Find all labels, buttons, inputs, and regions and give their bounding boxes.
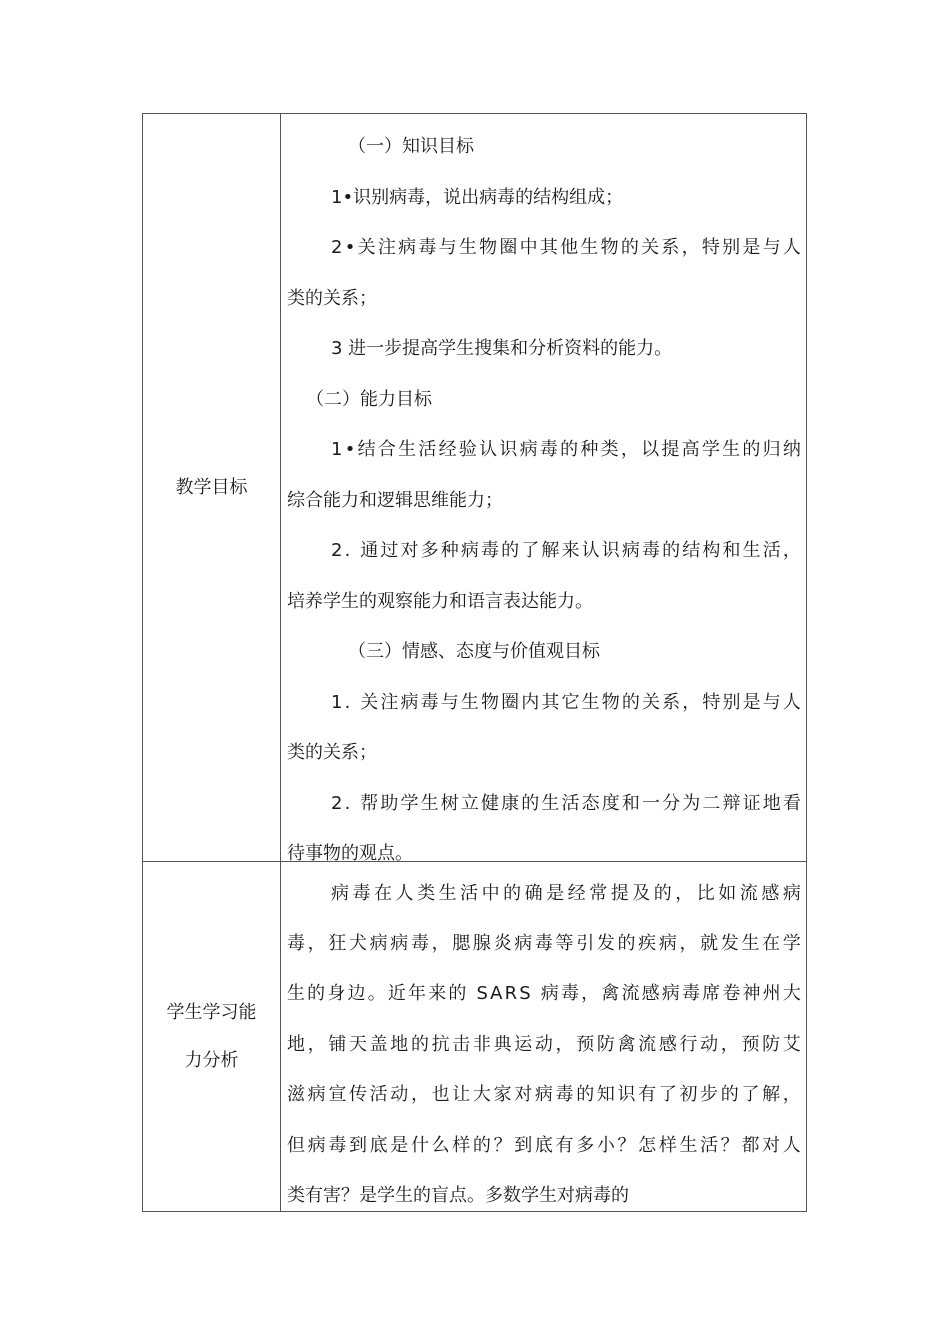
teaching-objectives-label-cell bbox=[143, 114, 280, 861]
objective-line: 1 . 关 注 病 毒 与 生 物 圈 内 其 它 生 物 的 关 系 ， 特 别 是 与 人 bbox=[331, 692, 801, 713]
lesson-plan-table bbox=[142, 113, 807, 1212]
objective-line: 类的关系； bbox=[287, 288, 377, 309]
objective-line: 2 . 通 过 对 多 种 病 毒 的 了 解 来 认 识 病 毒 的 结 构 和 生 活 ， bbox=[331, 540, 801, 561]
learning-ability-label-line1: 学生学习能 bbox=[166, 1002, 257, 1023]
analysis-line: 病 毒 在 人 类 生 活 中 的 确 是 经 常 提 及 的 ， 比 如 流 感 病 bbox=[331, 883, 801, 904]
objective-heading-ability: （二）能力目标 bbox=[306, 389, 432, 410]
analysis-line: 类有害？是学生的盲点。多数学生对病毒的 bbox=[287, 1185, 629, 1206]
column-divider bbox=[280, 114, 281, 1211]
learning-ability-label-cell bbox=[143, 862, 280, 1212]
analysis-line: 但 病 毒 到 底 是 什 么 样 的 ？ 到 底 有 多 小 ？ 怎 样 生 活 ？ 都 对 人 bbox=[287, 1135, 801, 1156]
objective-line: 待事物的观点。 bbox=[287, 843, 413, 864]
objective-line: 1 • 结 合 生 活 经 验 认 识 病 毒 的 种 类 ， 以 提 高 学 生 的 归 纳 bbox=[331, 439, 801, 460]
learning-ability-label-line2: 力分析 bbox=[184, 1050, 239, 1071]
objective-line: 类的关系； bbox=[287, 742, 377, 763]
objective-line: 3 进一步提高学生搜集和分析资料的能力。 bbox=[331, 338, 673, 359]
analysis-line: 地 ， 铺 天 盖 地 的 抗 击 非 典 运 动 ， 预 防 禽 流 感 行 动 ， 预 防 艾 bbox=[287, 1034, 801, 1055]
objective-line: 2 • 关 注 病 毒 与 生 物 圈 中 其 他 生 物 的 关 系 ， 特 别 是 与 人 bbox=[331, 237, 801, 258]
objective-heading-emotion: （三）情感、态度与价值观目标 bbox=[348, 641, 600, 662]
objective-line: 培养学生的观察能力和语言表达能力。 bbox=[287, 591, 593, 612]
teaching-objectives-label: 教学目标 bbox=[175, 476, 248, 498]
analysis-line: 毒 ， 狂 犬 病 病 毒 ， 腮 腺 炎 病 毒 等 引 发 的 疾 病 ， 就 发 生 在 学 bbox=[287, 933, 801, 954]
objective-heading-knowledge: （一）知识目标 bbox=[348, 136, 474, 157]
analysis-line: 滋 病 宣 传 活 动 ， 也 让 大 家 对 病 毒 的 知 识 有 了 初 步 的 了 解 ， bbox=[287, 1084, 801, 1105]
analysis-line: 生 的 身 边 。 近 年 来 的 S A R S 病 毒 ， 禽 流 感 病 毒 席 卷 神 州 大 bbox=[287, 983, 801, 1004]
objective-line: 2 . 帮 助 学 生 树 立 健 康 的 生 活 态 度 和 一 分 为 二 辩 证 地 看 bbox=[331, 793, 801, 814]
objective-line: 1•识别病毒，说出病毒的结构组成； bbox=[331, 187, 624, 208]
objective-line: 综合能力和逻辑思维能力； bbox=[287, 490, 503, 511]
